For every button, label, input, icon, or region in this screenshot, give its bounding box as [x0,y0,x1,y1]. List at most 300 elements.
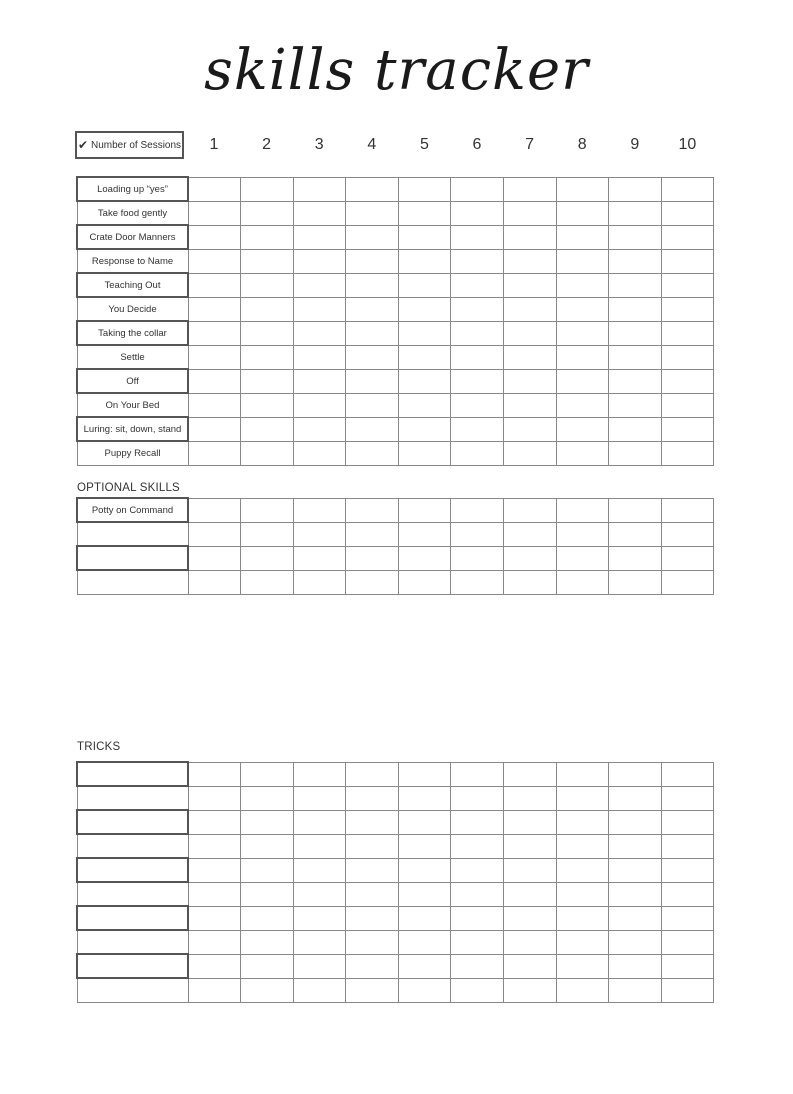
session-checkbox-cell[interactable] [241,810,294,834]
session-checkbox-cell[interactable] [609,762,662,786]
session-checkbox-cell[interactable] [661,978,714,1002]
session-checkbox-cell[interactable] [504,546,557,570]
session-checkbox-cell[interactable] [293,810,346,834]
session-checkbox-cell[interactable] [398,249,451,273]
session-checkbox-cell[interactable] [504,225,557,249]
session-number: 8 [577,136,587,153]
session-checkbox-cell[interactable] [609,321,662,345]
session-checkbox-cell[interactable] [451,954,504,978]
session-checkbox-cell[interactable] [398,321,451,345]
session-checkbox-cell[interactable] [661,345,714,369]
session-checkbox-cell[interactable] [504,522,557,546]
session-checkbox-cell[interactable] [661,762,714,786]
session-checkbox-cell[interactable] [293,201,346,225]
session-checkbox-cell[interactable] [188,906,241,930]
session-checkbox-cell[interactable] [346,570,399,594]
session-checkbox-cell[interactable] [661,882,714,906]
skill-row [77,810,714,834]
session-checkbox-cell[interactable] [504,570,557,594]
session-checkbox-cell[interactable] [293,393,346,417]
session-checkbox-cell[interactable] [661,393,714,417]
session-checkbox-cell[interactable] [241,369,294,393]
session-checkbox-cell[interactable] [188,810,241,834]
checkmark-icon: ✔ [77,138,88,152]
session-checkbox-cell[interactable] [609,273,662,297]
session-checkbox-cell[interactable] [451,786,504,810]
session-checkbox-cell[interactable] [241,882,294,906]
session-checkbox-cell[interactable] [609,249,662,273]
session-checkbox-cell[interactable] [504,177,557,201]
session-checkbox-cell[interactable] [398,177,451,201]
skill-row [77,393,714,417]
session-checkbox-cell[interactable] [661,834,714,858]
session-checkbox-cell[interactable] [451,810,504,834]
skill-label: Off [77,369,188,393]
session-checkbox-cell[interactable] [451,834,504,858]
skill-label: On Your Bed [77,393,188,417]
session-checkbox-cell[interactable] [293,930,346,954]
session-checkbox-cell[interactable] [241,273,294,297]
session-checkbox-cell[interactable] [504,882,557,906]
session-checkbox-cell[interactable] [241,858,294,882]
session-checkbox-cell[interactable] [346,522,399,546]
session-checkbox-cell[interactable] [241,441,294,465]
session-checkbox-cell[interactable] [346,786,399,810]
session-checkbox-cell[interactable] [293,225,346,249]
session-checkbox-cell[interactable] [556,906,609,930]
session-checkbox-cell[interactable] [293,498,346,522]
skill-label [77,522,188,546]
session-checkbox-cell[interactable] [504,297,557,321]
session-checkbox-cell[interactable] [556,786,609,810]
session-checkbox-cell[interactable] [188,249,241,273]
skill-row [77,225,714,249]
session-checkbox-cell[interactable] [346,978,399,1002]
session-checkbox-cell[interactable] [188,498,241,522]
session-checkbox-cell[interactable] [398,978,451,1002]
session-checkbox-cell[interactable] [504,393,557,417]
session-checkbox-cell[interactable] [241,201,294,225]
session-checkbox-cell[interactable] [293,978,346,1002]
session-checkbox-cell[interactable] [556,522,609,546]
session-checkbox-cell[interactable] [661,369,714,393]
session-checkbox-cell[interactable] [661,321,714,345]
session-checkbox-cell[interactable] [451,522,504,546]
session-checkbox-cell[interactable] [188,954,241,978]
session-checkbox-cell[interactable] [293,906,346,930]
session-checkbox-cell[interactable] [188,834,241,858]
session-checkbox-cell[interactable] [241,570,294,594]
skill-row [77,522,714,546]
session-checkbox-cell[interactable] [293,786,346,810]
session-checkbox-cell[interactable] [609,546,662,570]
session-checkbox-cell[interactable] [346,810,399,834]
skill-label: Puppy Recall [77,441,188,465]
session-checkbox-cell[interactable] [556,177,609,201]
session-checkbox-cell[interactable] [398,369,451,393]
session-checkbox-cell[interactable] [451,930,504,954]
session-checkbox-cell[interactable] [556,930,609,954]
session-checkbox-cell[interactable] [451,369,504,393]
skill-label: Luring: sit, down, stand [77,417,188,441]
session-checkbox-cell[interactable] [293,882,346,906]
session-checkbox-cell[interactable] [556,249,609,273]
session-checkbox-cell[interactable] [609,906,662,930]
session-checkbox-cell[interactable] [188,225,241,249]
session-checkbox-cell[interactable] [188,273,241,297]
session-checkbox-cell[interactable] [188,201,241,225]
session-checkbox-cell[interactable] [609,297,662,321]
session-checkbox-cell[interactable] [504,906,557,930]
session-checkbox-cell[interactable] [451,177,504,201]
session-checkbox-cell[interactable] [293,321,346,345]
session-checkbox-cell[interactable] [346,321,399,345]
skill-row [77,930,714,954]
session-checkbox-cell[interactable] [609,786,662,810]
session-checkbox-cell[interactable] [241,321,294,345]
session-checkbox-cell[interactable] [504,810,557,834]
session-checkbox-cell[interactable] [556,570,609,594]
session-checkbox-cell[interactable] [556,201,609,225]
skill-row [77,201,714,225]
session-checkbox-cell[interactable] [556,954,609,978]
skill-label [77,834,188,858]
session-checkbox-cell[interactable] [504,858,557,882]
session-checkbox-cell[interactable] [504,834,557,858]
session-checkbox-cell[interactable] [609,201,662,225]
session-checkbox-cell[interactable] [451,201,504,225]
session-checkbox-cell[interactable] [556,369,609,393]
session-checkbox-cell[interactable] [661,297,714,321]
session-checkbox-cell[interactable] [398,297,451,321]
session-checkbox-cell[interactable] [293,369,346,393]
session-checkbox-cell[interactable] [188,393,241,417]
session-checkbox-cell[interactable] [504,369,557,393]
session-checkbox-cell[interactable] [241,834,294,858]
skill-label [77,786,188,810]
session-checkbox-cell[interactable] [398,810,451,834]
session-checkbox-cell[interactable] [661,201,714,225]
session-checkbox-cell[interactable] [609,834,662,858]
session-checkbox-cell[interactable] [451,882,504,906]
skill-row [77,441,714,465]
session-checkbox-cell[interactable] [504,417,557,441]
session-checkbox-cell[interactable] [398,882,451,906]
session-checkbox-cell[interactable] [451,417,504,441]
skill-label [77,978,188,1002]
session-checkbox-cell[interactable] [188,321,241,345]
session-checkbox-cell[interactable] [346,882,399,906]
session-checkbox-cell[interactable] [556,882,609,906]
session-checkbox-cell[interactable] [398,570,451,594]
session-checkbox-cell[interactable] [188,930,241,954]
sessions-header-text: Number of Sessions [91,139,182,151]
session-checkbox-cell[interactable] [661,225,714,249]
session-checkbox-cell[interactable] [556,417,609,441]
session-checkbox-cell[interactable] [661,498,714,522]
skill-label: Take food gently [77,201,188,225]
session-checkbox-cell[interactable] [556,297,609,321]
skill-label [77,858,188,882]
session-checkbox-cell[interactable] [188,786,241,810]
session-checkbox-cell[interactable] [346,345,399,369]
session-checkbox-cell[interactable] [293,441,346,465]
session-checkbox-cell[interactable] [609,930,662,954]
session-checkbox-cell[interactable] [661,273,714,297]
session-checkbox-cell[interactable] [188,345,241,369]
session-checkbox-cell[interactable] [661,810,714,834]
session-checkbox-cell[interactable] [346,417,399,441]
session-checkbox-cell[interactable] [556,225,609,249]
session-checkbox-cell[interactable] [609,369,662,393]
skill-label [77,546,188,570]
session-checkbox-cell[interactable] [293,858,346,882]
session-checkbox-cell[interactable] [293,249,346,273]
session-checkbox-cell[interactable] [346,249,399,273]
core-skills-table [76,176,714,466]
session-checkbox-cell[interactable] [451,345,504,369]
session-checkbox-cell[interactable] [188,858,241,882]
session-checkbox-cell[interactable] [241,393,294,417]
session-checkbox-cell[interactable] [398,954,451,978]
session-checkbox-cell[interactable] [609,177,662,201]
session-checkbox-cell[interactable] [609,225,662,249]
session-checkbox-cell[interactable] [609,810,662,834]
session-checkbox-cell[interactable] [451,978,504,1002]
session-checkbox-cell[interactable] [609,498,662,522]
session-checkbox-cell[interactable] [241,954,294,978]
session-checkbox-cell[interactable] [451,393,504,417]
session-checkbox-cell[interactable] [293,834,346,858]
session-checkbox-cell[interactable] [504,762,557,786]
skill-label [77,762,188,786]
session-checkbox-cell[interactable] [661,249,714,273]
session-checkbox-cell[interactable] [241,225,294,249]
session-checkbox-cell[interactable] [346,273,399,297]
session-checkbox-cell[interactable] [661,177,714,201]
session-checkbox-cell[interactable] [556,978,609,1002]
session-checkbox-cell[interactable] [188,570,241,594]
session-checkbox-cell[interactable] [293,522,346,546]
session-checkbox-cell[interactable] [451,225,504,249]
session-checkbox-cell[interactable] [451,546,504,570]
session-checkbox-cell[interactable] [609,978,662,1002]
sessions-header-label [75,131,184,159]
session-number: 7 [525,136,535,153]
session-checkbox-cell[interactable] [451,906,504,930]
session-checkbox-cell[interactable] [451,297,504,321]
session-checkbox-cell[interactable] [504,201,557,225]
skill-row [77,762,714,786]
session-checkbox-cell[interactable] [346,906,399,930]
session-checkbox-cell[interactable] [188,882,241,906]
session-checkbox-cell[interactable] [609,441,662,465]
session-checkbox-cell[interactable] [346,441,399,465]
session-checkbox-cell[interactable] [609,393,662,417]
session-checkbox-cell[interactable] [241,498,294,522]
session-checkbox-cell[interactable] [661,546,714,570]
session-checkbox-cell[interactable] [293,345,346,369]
optional-skills-table [76,497,714,595]
skill-label: You Decide [77,297,188,321]
session-checkbox-cell[interactable] [398,225,451,249]
session-checkbox-cell[interactable] [661,417,714,441]
session-checkbox-cell[interactable] [398,201,451,225]
session-checkbox-cell[interactable] [241,297,294,321]
session-checkbox-cell[interactable] [241,417,294,441]
session-checkbox-cell[interactable] [188,522,241,546]
session-checkbox-cell[interactable] [241,177,294,201]
session-checkbox-cell[interactable] [188,978,241,1002]
session-checkbox-cell[interactable] [398,498,451,522]
session-checkbox-cell[interactable] [661,930,714,954]
session-checkbox-cell[interactable] [346,201,399,225]
session-checkbox-cell[interactable] [504,954,557,978]
session-checkbox-cell[interactable] [504,498,557,522]
session-checkbox-cell[interactable] [398,906,451,930]
session-checkbox-cell[interactable] [451,249,504,273]
session-number: 4 [367,136,377,153]
session-checkbox-cell[interactable] [293,546,346,570]
session-checkbox-cell[interactable] [241,345,294,369]
session-checkbox-cell[interactable] [556,441,609,465]
session-checkbox-cell[interactable] [398,546,451,570]
session-checkbox-cell[interactable] [241,906,294,930]
session-checkbox-cell[interactable] [556,834,609,858]
session-checkbox-cell[interactable] [241,249,294,273]
session-checkbox-cell[interactable] [556,273,609,297]
session-checkbox-cell[interactable] [293,297,346,321]
session-checkbox-cell[interactable] [293,417,346,441]
session-checkbox-cell[interactable] [451,498,504,522]
session-checkbox-cell[interactable] [451,858,504,882]
session-checkbox-cell[interactable] [346,954,399,978]
session-checkbox-cell[interactable] [504,786,557,810]
session-checkbox-cell[interactable] [241,762,294,786]
session-checkbox-cell[interactable] [398,786,451,810]
session-checkbox-cell[interactable] [346,762,399,786]
session-checkbox-cell[interactable] [451,441,504,465]
skill-label: Potty on Command [77,498,188,522]
session-checkbox-cell[interactable] [609,522,662,546]
session-checkbox-cell[interactable] [609,858,662,882]
session-checkbox-cell[interactable] [346,930,399,954]
session-checkbox-cell[interactable] [346,858,399,882]
skill-label: Loading up “yes” [77,177,188,201]
session-checkbox-cell[interactable] [451,273,504,297]
session-checkbox-cell[interactable] [188,177,241,201]
session-checkbox-cell[interactable] [188,369,241,393]
session-checkbox-cell[interactable] [661,786,714,810]
session-checkbox-cell[interactable] [398,834,451,858]
session-checkbox-cell[interactable] [398,345,451,369]
session-checkbox-cell[interactable] [293,762,346,786]
session-checkbox-cell[interactable] [188,762,241,786]
session-checkbox-cell[interactable] [398,273,451,297]
session-checkbox-cell[interactable] [398,393,451,417]
skill-row [77,978,714,1002]
session-checkbox-cell[interactable] [661,570,714,594]
session-checkbox-cell[interactable] [451,321,504,345]
session-checkbox-cell[interactable] [556,762,609,786]
session-checkbox-cell[interactable] [346,225,399,249]
session-checkbox-cell[interactable] [556,810,609,834]
session-checkbox-cell[interactable] [504,978,557,1002]
skill-row [77,858,714,882]
session-checkbox-cell[interactable] [293,954,346,978]
session-checkbox-cell[interactable] [661,858,714,882]
session-checkbox-cell[interactable] [346,498,399,522]
session-checkbox-cell[interactable] [398,522,451,546]
session-checkbox-cell[interactable] [556,393,609,417]
session-checkbox-cell[interactable] [609,882,662,906]
session-checkbox-cell[interactable] [556,858,609,882]
session-checkbox-cell[interactable] [398,762,451,786]
session-checkbox-cell[interactable] [293,177,346,201]
session-checkbox-cell[interactable] [188,441,241,465]
session-checkbox-cell[interactable] [293,273,346,297]
session-checkbox-cell[interactable] [241,522,294,546]
session-checkbox-cell[interactable] [609,570,662,594]
session-checkbox-cell[interactable] [661,522,714,546]
session-checkbox-cell[interactable] [346,393,399,417]
session-checkbox-cell[interactable] [188,546,241,570]
session-checkbox-cell[interactable] [346,177,399,201]
session-checkbox-cell[interactable] [398,441,451,465]
skill-row [77,570,714,594]
session-checkbox-cell[interactable] [451,570,504,594]
skill-label: Crate Door Manners [77,225,188,249]
session-checkbox-cell[interactable] [346,369,399,393]
skill-label [77,954,188,978]
session-checkbox-cell[interactable] [609,345,662,369]
session-checkbox-cell[interactable] [241,546,294,570]
session-checkbox-cell[interactable] [504,273,557,297]
session-checkbox-cell[interactable] [398,930,451,954]
session-checkbox-cell[interactable] [241,786,294,810]
session-checkbox-cell[interactable] [346,546,399,570]
session-checkbox-cell[interactable] [241,978,294,1002]
session-checkbox-cell[interactable] [661,441,714,465]
optional-skills-heading: OPTIONAL SKILLS [77,482,180,494]
session-checkbox-cell[interactable] [556,498,609,522]
session-checkbox-cell[interactable] [556,321,609,345]
session-checkbox-cell[interactable] [293,570,346,594]
session-checkbox-cell[interactable] [188,297,241,321]
session-checkbox-cell[interactable] [556,546,609,570]
session-checkbox-cell[interactable] [661,954,714,978]
session-checkbox-cell[interactable] [504,249,557,273]
session-checkbox-cell[interactable] [504,930,557,954]
session-checkbox-cell[interactable] [609,417,662,441]
session-checkbox-cell[interactable] [451,762,504,786]
session-checkbox-cell[interactable] [241,930,294,954]
session-checkbox-cell[interactable] [504,441,557,465]
session-checkbox-cell[interactable] [346,297,399,321]
session-checkbox-cell[interactable] [661,906,714,930]
session-checkbox-cell[interactable] [346,834,399,858]
session-checkbox-cell[interactable] [188,417,241,441]
skill-row [77,321,714,345]
session-checkbox-cell[interactable] [504,321,557,345]
session-checkbox-cell[interactable] [398,417,451,441]
session-checkbox-cell[interactable] [609,954,662,978]
skill-label: Settle [77,345,188,369]
session-checkbox-cell[interactable] [504,345,557,369]
session-checkbox-cell[interactable] [556,345,609,369]
session-checkbox-cell[interactable] [398,858,451,882]
skill-label: Response to Name [77,249,188,273]
